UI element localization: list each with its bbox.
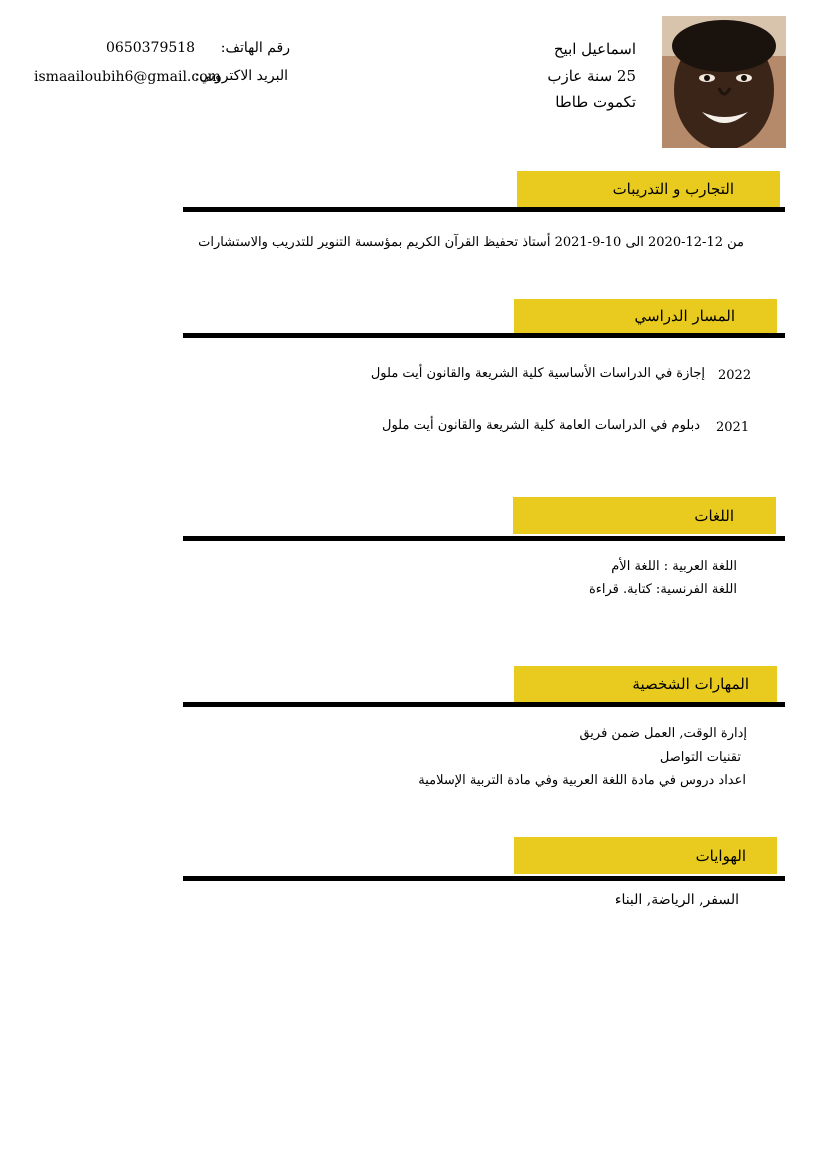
skill-item: تقنيات التواصل — [659, 750, 741, 765]
portrait-illustration — [662, 16, 786, 148]
section-header-skills — [514, 666, 777, 702]
section-title-hobbies: الهوايات — [695, 846, 746, 865]
education-year: 2022 — [718, 368, 752, 383]
section-header-languages — [513, 497, 776, 534]
section-title-education: المسار الدراسي — [634, 307, 735, 325]
skill-item: إدارة الوقت, العمل ضمن فريق — [579, 726, 747, 741]
hobby-item: السفر, الرياضة, البناء — [614, 892, 739, 908]
email-label: البريد الاكتروني: — [194, 68, 288, 84]
education-item: دبلوم في الدراسات العامة كلية الشريعة والقانون أيت ملول — [382, 418, 700, 433]
section-title-languages: اللغات — [694, 506, 734, 525]
phone-label: رقم الهاتف: — [220, 40, 290, 56]
section-header-experience — [517, 171, 780, 207]
language-item: اللغة الفرنسية: كتابة. قراءة — [588, 582, 737, 597]
section-header-education — [514, 299, 777, 333]
section-title-skills: المهارات الشخصية — [632, 675, 749, 693]
phone-value: 0650379518 — [106, 40, 196, 56]
section-divider — [183, 876, 785, 881]
skill-item: اعداد دروس في مادة اللغة العربية وفي مادة التربية الإسلامية — [418, 773, 746, 788]
section-divider — [183, 536, 785, 541]
section-title-experience: التجارب و التدريبات — [612, 180, 734, 198]
profile-photo — [662, 16, 786, 148]
section-header-hobbies — [514, 837, 777, 874]
language-item: اللغة العربية : اللغة الأم — [611, 559, 737, 574]
education-year: 2021 — [716, 420, 750, 435]
section-divider — [183, 207, 785, 212]
email-value[interactable]: ismaailoubih6@gmail.com — [34, 69, 221, 85]
section-divider — [183, 702, 785, 707]
city: تكموت طاطا — [555, 93, 636, 111]
education-item: إجازة في الدراسات الأساسية كلية الشريعة والقانون أيت ملول — [370, 366, 705, 381]
experience-item: من 12-12-2020 الى 10-9-2021 أستاذ تحفيظ القرآن الكريم بمؤسسة التنوير للتدريب والاستشارات — [198, 235, 744, 250]
age-status: 25 سنة عازب — [547, 67, 636, 85]
full-name: اسماعيل ابيح — [553, 40, 636, 58]
section-divider — [183, 333, 785, 338]
